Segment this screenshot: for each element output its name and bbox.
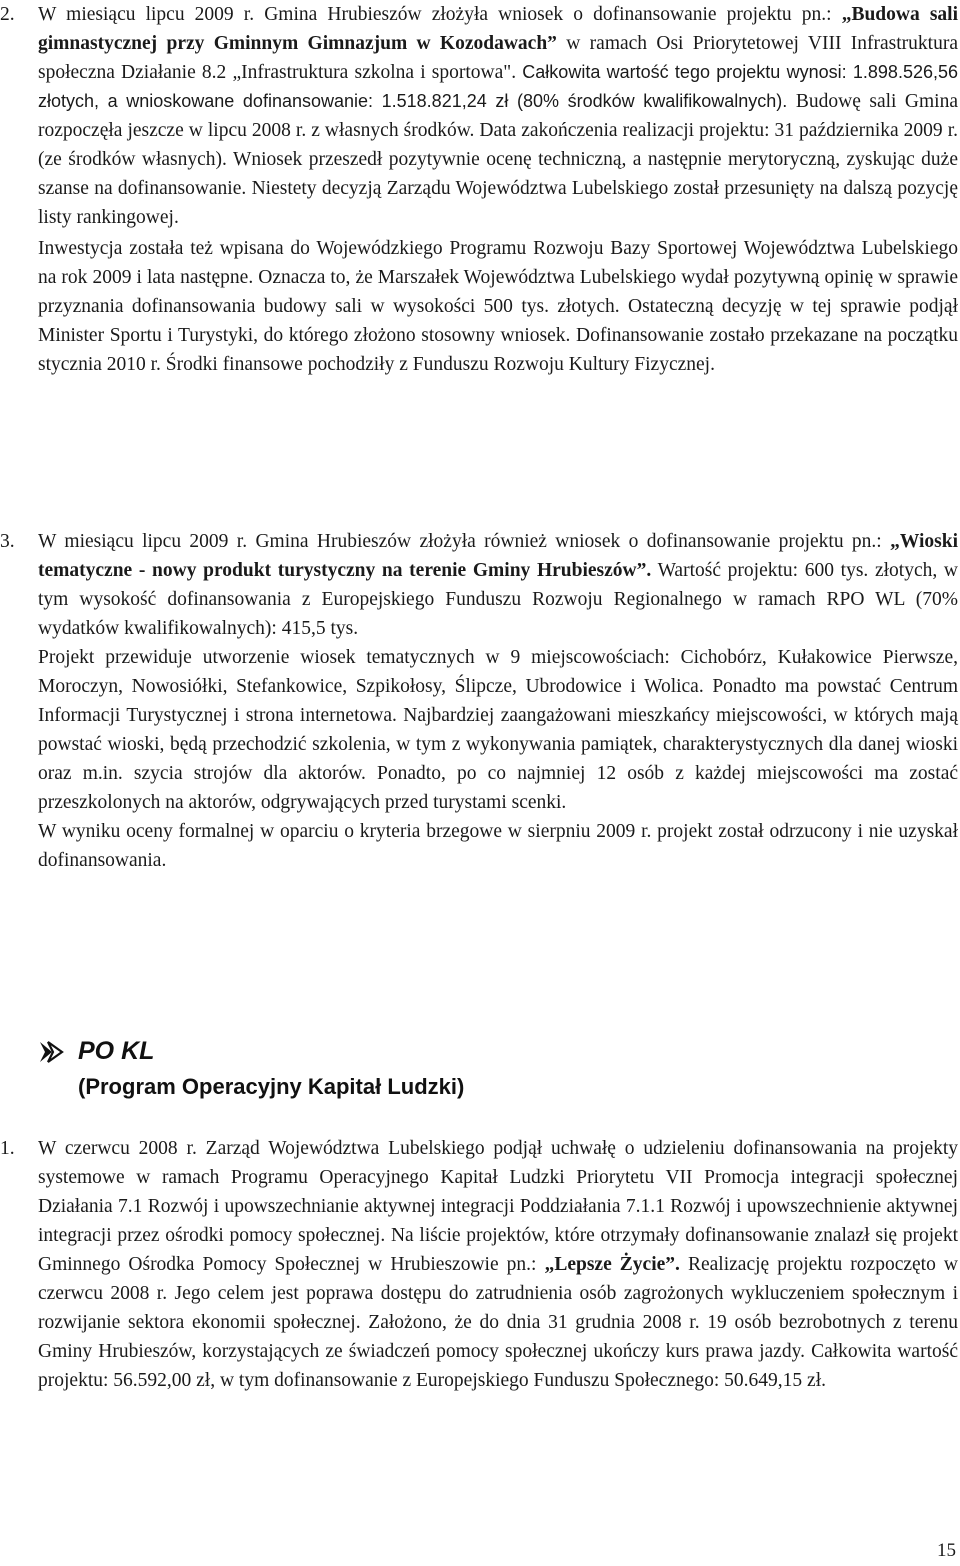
item-2-cost-text: Całkowita wartość tego projektu wynosi: 1.898.526,56 złotych, a wnioskowane dofinansowanie: 1.518.821,24 zł (80% środków kwalifikowalnych).	[38, 62, 958, 111]
page-number: 15	[937, 1540, 956, 1561]
item-1-project-title: „Lepsze Życie”.	[544, 1254, 680, 1275]
item-3-project-title: „Wioski tematyczne - nowy produkt turystyczny na terenie Gminy Hrubieszów”.	[38, 531, 958, 581]
item-3-paragraph-2: Projekt przewiduje utworzenie wiosek tematycznych w 9 miejscowościach: Cichobórz, Kułakowice Pierwsze, Moroczyn, Nowosiółki, Stefankowice, Szpikołosy, Ślipcze, Ubrodowice i Wolica. Ponadto ma powstać Centrum Informacji Turystycznej i strona internetowa. Najbardziej zaangażowani mieszkańcy miejscowości, w których mają powstać wioski, będą przechodzić szkolenia, w tym z wykonywania pamiątek, charakterystycznych dla danej wioski oraz m.in. szycia strojów dla aktorów. Ponadto, po co najmniej 12 osób z każdej miejscowości ma zostać przeszkolonych na aktorów, odgrywających przed turystami scenki.	[38, 647, 958, 813]
list-item-3	[0, 527, 958, 875]
item-2-paragraph-1	[0, 0, 958, 232]
list-item-2	[0, 0, 958, 379]
item-2-project-title: „Budowa sali gimnastycznej przy Gminnym Gimnazjum w Kozodawach”	[38, 4, 959, 54]
item-2-number: 2.	[0, 4, 15, 25]
item-3-paragraph-1	[0, 527, 958, 643]
arrow-bullet-icon	[38, 1038, 66, 1066]
item-3-paragraph-3: W wyniku oceny formalnej w oparciu o kryteria brzegowe w sierpniu 2009 r. projekt został odrzucony i nie uzyskał dofinansowania.	[38, 821, 958, 871]
item-2-paragraph-2: Inwestycja została też wpisana do Wojewódzkiego Programu Rozwoju Bazy Sportowej Województwa Lubelskiego na rok 2009 i lata następne. Oznacza to, że Marszałek Województwa Lubelskiego wydał pozytywną opinię w sprawie przyznania dofinansowania budowy sali w wysokości 500 tys. złotych. Ostateczną decyzję w tej sprawie podjął Minister Sportu i Turystyki, do którego złożono stosowny wniosek. Dofinansowanie zostało przekazane na początku stycznia 2010 r. Środki finansowe pochodziły z Funduszu Rozwoju Kultury Fizycznej.	[38, 238, 958, 375]
item-3-text: Wartość projektu: 600 tys. złotych, w tym wysokość dofinansowania z Europejskiego Funduszu Rozwoju Regionalnego w ramach RPO WL (70% wydatków kwalifikowalnych): 415,5 tys.	[38, 560, 959, 639]
item-2-intro: W miesiącu lipcu 2009 r. Gmina Hrubieszów złożyła wniosek o dofinansowanie projektu pn.:	[38, 4, 842, 25]
item-3-intro: W miesiącu lipcu 2009 r. Gmina Hrubieszów złożyła również wniosek o dofinansowanie projektu pn.:	[38, 531, 891, 552]
item-3-number: 3.	[0, 531, 15, 552]
list-item-1	[0, 1134, 958, 1395]
item-1-number: 1.	[0, 1138, 15, 1159]
item-2-text-a: w ramach Osi Priorytetowej VIII Infrastruktura społeczna Działanie 8.2 „Infrastruktura szkolna i sportowa".	[38, 33, 958, 83]
item-1-paragraph-1	[0, 1134, 958, 1395]
section-title: PO KL	[78, 1037, 155, 1065]
section-subtitle: (Program Operacyjny Kapitał Ludzki)	[78, 1074, 465, 1099]
item-1-intro: W czerwcu 2008 r. Zarząd Województwa Lubelskiego podjął uchwałę o udzieleniu dofinansowania na projekty systemowe w ramach Programu Operacyjnego Kapitał Ludzki Priorytetu VII Promocja integracji społecznej Działania 7.1 Rozwój i upowszechnianie aktywnej integracji Poddziałania 7.1.1 Rozwój i upowszechnienie aktywnej integracji przez ośrodki pomocy społecznej. Na liście projektów, które otrzymały dofinansowanie znalazł się projekt Gminnego Ośrodka Pomocy Społecznej w Hrubieszowie pn.:	[38, 1138, 958, 1275]
item-2-text-b: Budowę sali Gmina rozpoczęła jeszcze w lipcu 2008 r. z własnych środków. Data zakończenia realizacji projektu: 31 października 2009 r. (ze środków własnych). Wniosek przeszedł pozytywnie ocenę techniczną, a następnie merytoryczną, zyskując duże szanse na dofinansowanie. Niestety decyzją Zarządu Województwa Lubelskiego został przesunięty na dalszą pozycję listy rankingowej.	[38, 91, 958, 228]
item-1-text: Realizację projektu rozpoczęto w czerwcu 2008 r. Jego celem jest poprawa dostępu do zatrudnienia osób zagrożonych wykluczeniem społecznym i rozwijanie sektora ekonomii społecznej. Założono, że do dnia 31 grudnia 2008 r. 19 osób bezrobotnych z terenu Gminy Hrubieszów, korzystających ze świadczeń pomocy społecznej ukończy kurs prawa jazdy. Całkowita wartość projektu: 56.592,00 zł, w tym dofinansowanie z Europejskiego Funduszu Społecznego: 50.649,15 zł.	[38, 1254, 958, 1391]
